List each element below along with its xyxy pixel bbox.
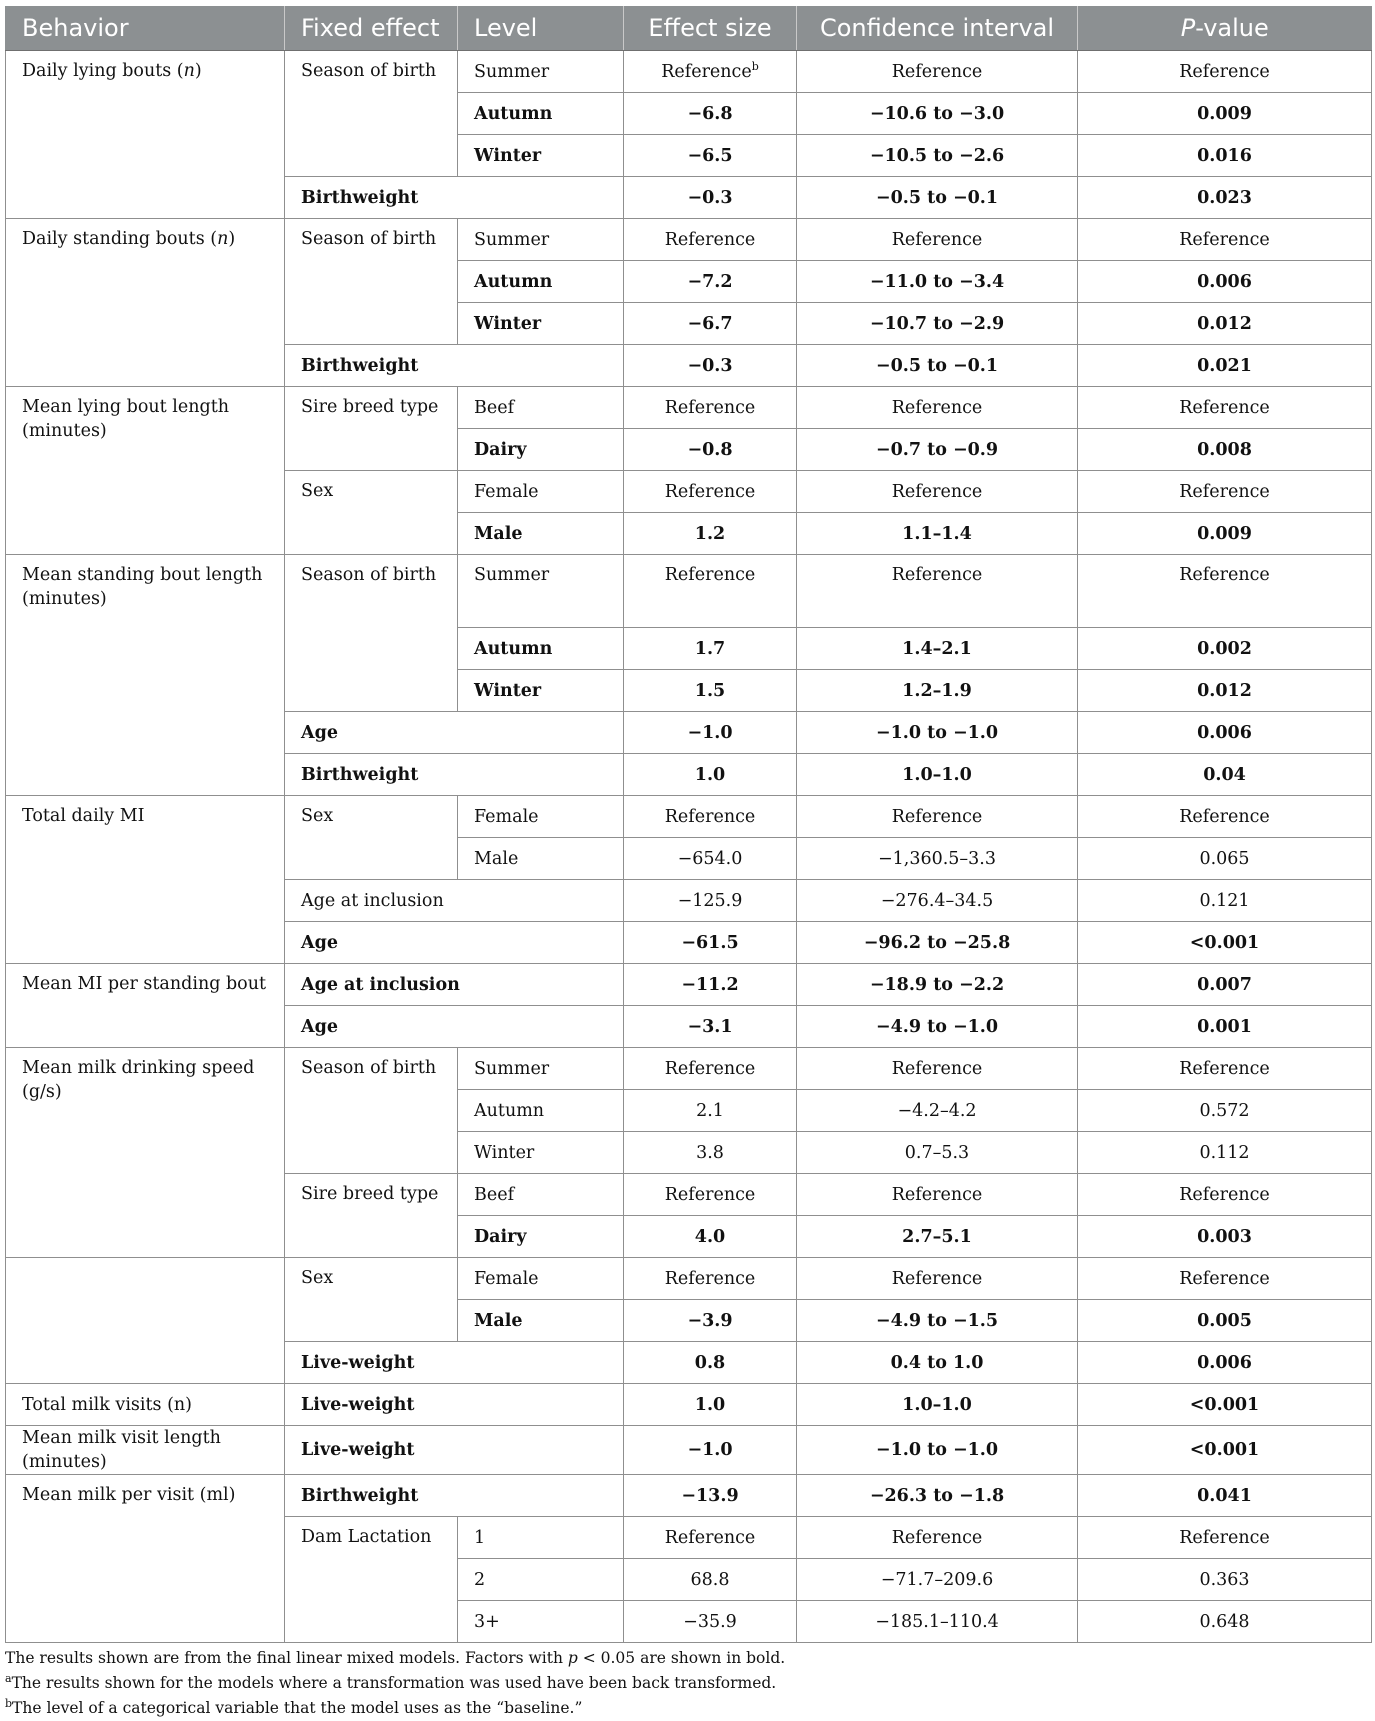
table-row [6,1048,1372,1090]
p-value-cell: 0.021 [1078,345,1372,387]
ci-cell: −0.7 to −0.9 [797,429,1078,471]
level-cell: Autumn [458,261,624,303]
ci-cell: −0.5 to −0.1 [797,345,1078,387]
table-row [6,964,1372,1006]
table-row [6,51,1372,93]
effect-size-cell: Reference [624,1048,797,1090]
table-row [6,219,1372,261]
results-table-container [5,6,1371,1721]
p-value-cell: 0.041 [1078,1475,1372,1517]
level-cell: Male [458,513,624,555]
p-value-cell: Reference [1078,1517,1372,1559]
ci-cell: Reference [797,1048,1078,1090]
level-cell: Female [458,1258,624,1300]
level-cell: Winter [458,303,624,345]
results-table [5,6,1372,1643]
ci-cell: −185.1–110.4 [797,1601,1078,1643]
header-level: Level [458,6,624,51]
ci-cell: 1.0–1.0 [797,754,1078,796]
effect-size-cell: −1.0 [624,1426,797,1475]
level-cell: Winter [458,1132,624,1174]
fixed-effect-cell: Age [285,922,624,964]
ci-cell: −1.0 to −1.0 [797,1426,1078,1475]
level-cell: Autumn [458,1090,624,1132]
ci-cell: 0.4 to 1.0 [797,1342,1078,1384]
effect-size-cell: −1.0 [624,712,797,754]
p-value-cell: Reference [1078,387,1372,429]
level-cell: Autumn [458,93,624,135]
p-value-cell: 0.04 [1078,754,1372,796]
ci-cell: Reference [797,1258,1078,1300]
table-row [6,1475,1372,1517]
level-cell: 2 [458,1559,624,1601]
level-cell: Dairy [458,1216,624,1258]
level-cell: Summer [458,219,624,261]
p-value-cell: Reference [1078,51,1372,93]
fixed-effect-cell: Season of birth [285,51,458,177]
p-value-cell: Reference [1078,219,1372,261]
fixed-effect-cell: Live-weight [285,1426,624,1475]
effect-size-cell: 4.0 [624,1216,797,1258]
level-cell: Autumn [458,628,624,670]
effect-size-cell: −0.3 [624,177,797,219]
fixed-effect-cell: Sire breed type [285,1174,458,1258]
table-row [6,1426,1372,1475]
ci-cell: −4.9 to −1.0 [797,1006,1078,1048]
effect-size-cell: 1.0 [624,1384,797,1426]
ci-cell: −11.0 to −3.4 [797,261,1078,303]
p-value-cell: Reference [1078,555,1372,628]
effect-size-cell: 1.7 [624,628,797,670]
ci-cell: −26.3 to −1.8 [797,1475,1078,1517]
header-row [6,6,1372,51]
ci-cell: 1.4–2.1 [797,628,1078,670]
header-confidence-interval: Confidence interval [797,6,1078,51]
fixed-effect-cell: Age at inclusion [285,880,624,922]
footnote-a: $^a$The results shown for the models where a transformation was used have been back transformed. [5,1671,777,1692]
effect-size-cell: 1.2 [624,513,797,555]
ci-cell: 1.0–1.0 [797,1384,1078,1426]
fixed-effect-cell: Age [285,712,624,754]
ci-cell: −10.5 to −2.6 [797,135,1078,177]
effect-size-cell: 3.8 [624,1132,797,1174]
fixed-effect-cell: Birthweight [285,345,624,387]
table-row [6,1258,1372,1300]
fixed-effect-cell: Birthweight [285,1475,624,1517]
level-cell: Summer [458,51,624,93]
effect-size-cell: Reference [624,387,797,429]
effect-size-cell: Reference [624,1174,797,1216]
effect-size-cell: Reference [624,219,797,261]
effect-size-cell: −654.0 [624,838,797,880]
p-value-cell: 0.121 [1078,880,1372,922]
fixed-effect-cell: Season of birth [285,219,458,345]
effect-size-cell: Reference [624,1258,797,1300]
effect-size-cell: −0.8 [624,429,797,471]
header-effect-size: Effect size [624,6,797,51]
fixed-effect-cell: Birthweight [285,754,624,796]
ci-cell: −10.7 to −2.9 [797,303,1078,345]
level-cell: Male [458,1300,624,1342]
level-cell: Beef [458,387,624,429]
effect-size-cell: 68.8 [624,1559,797,1601]
behavior-cell: Mean milk per visit (ml) [6,1475,285,1643]
p-value-cell: 0.002 [1078,628,1372,670]
p-value-cell: 0.003 [1078,1216,1372,1258]
ci-cell: Reference [797,555,1078,628]
p-value-cell: <0.001 [1078,922,1372,964]
effect-size-cell: −125.9 [624,880,797,922]
p-value-cell: Reference [1078,1048,1372,1090]
ci-cell: −0.5 to −0.1 [797,177,1078,219]
behavior-cell: Total daily MI [6,796,285,964]
fixed-effect-cell: Live-weight [285,1384,624,1426]
header-fixed-effect: Fixed effect [285,6,458,51]
ci-cell: Reference [797,1517,1078,1559]
footnote-b: $^b$The level of a categorical variable that the model uses as the “baseline.” [5,1696,583,1717]
ci-cell: −1,360.5–3.3 [797,838,1078,880]
p-value-cell: 0.001 [1078,1006,1372,1048]
level-cell: Summer [458,555,624,628]
behavior-cell: Daily lying bouts (n) [6,51,285,219]
behavior-cell-empty [6,1258,285,1384]
ci-cell: 0.7–5.3 [797,1132,1078,1174]
behavior-cell: Mean milk visit length (minutes) [6,1426,285,1475]
fixed-effect-cell: Season of birth [285,555,458,712]
effect-size-cell: −6.5 [624,135,797,177]
ci-cell: Reference [797,51,1078,93]
fixed-effect-cell: Age [285,1006,624,1048]
effect-size-cell: 1.0 [624,754,797,796]
fixed-effect-cell: Season of birth [285,1048,458,1174]
p-value-cell: <0.001 [1078,1384,1372,1426]
behavior-cell: Total milk visits (n) [6,1384,285,1426]
effect-size-cell: Reference$^b$ [624,51,797,93]
effect-size-cell: −7.2 [624,261,797,303]
level-cell: Dairy [458,429,624,471]
level-cell: Beef [458,1174,624,1216]
effect-size-cell: −13.9 [624,1475,797,1517]
ci-cell: 2.7–5.1 [797,1216,1078,1258]
ci-cell: Reference [797,471,1078,513]
fixed-effect-cell: Sex [285,471,458,555]
effect-size-cell: −3.9 [624,1300,797,1342]
ci-cell: −4.9 to −1.5 [797,1300,1078,1342]
level-cell: 3+ [458,1601,624,1643]
effect-size-cell: −35.9 [624,1601,797,1643]
effect-size-cell: 2.1 [624,1090,797,1132]
behavior-cell: Mean milk drinking speed (g/s) [6,1048,285,1258]
p-value-cell: Reference [1078,1174,1372,1216]
p-value-cell: 0.005 [1078,1300,1372,1342]
p-value-cell: 0.023 [1078,177,1372,219]
effect-size-cell: −3.1 [624,1006,797,1048]
table-row [6,387,1372,429]
table-footnotes [5,1646,1371,1721]
p-value-cell: 0.572 [1078,1090,1372,1132]
behavior-cell: Daily standing bouts (n) [6,219,285,387]
effect-size-cell: −61.5 [624,922,797,964]
level-cell: Winter [458,670,624,712]
p-value-cell: 0.363 [1078,1559,1372,1601]
p-value-cell: 0.006 [1078,712,1372,754]
p-value-cell: 0.009 [1078,93,1372,135]
fixed-effect-cell: Sex [285,1258,458,1342]
effect-size-cell: Reference [624,555,797,628]
table-row [6,1384,1372,1426]
p-value-cell: Reference [1078,796,1372,838]
p-value-cell: <0.001 [1078,1426,1372,1475]
p-value-cell: 0.016 [1078,135,1372,177]
p-value-cell: 0.112 [1078,1132,1372,1174]
ci-cell: Reference [797,1174,1078,1216]
p-value-cell: 0.006 [1078,1342,1372,1384]
fixed-effect-cell: Live-weight [285,1342,624,1384]
ci-cell: Reference [797,796,1078,838]
level-cell: 1 [458,1517,624,1559]
p-value-cell: 0.012 [1078,670,1372,712]
effect-size-cell: −11.2 [624,964,797,1006]
fixed-effect-cell: Birthweight [285,177,624,219]
ci-cell: −18.9 to −2.2 [797,964,1078,1006]
ci-cell: −276.4–34.5 [797,880,1078,922]
level-cell: Female [458,796,624,838]
table-row [6,555,1372,628]
effect-size-cell: Reference [624,471,797,513]
fixed-effect-cell: Sire breed type [285,387,458,471]
level-cell: Female [458,471,624,513]
effect-size-cell: −6.8 [624,93,797,135]
effect-size-cell: Reference [624,796,797,838]
level-cell: Summer [458,1048,624,1090]
behavior-cell: Mean MI per standing bout [6,964,285,1048]
ci-cell: −1.0 to −1.0 [797,712,1078,754]
behavior-cell: Mean lying bout length (minutes) [6,387,285,555]
ci-cell: Reference [797,219,1078,261]
ci-cell: Reference [797,387,1078,429]
ci-cell: 1.2–1.9 [797,670,1078,712]
effect-size-cell: 0.8 [624,1342,797,1384]
fixed-effect-cell: Sex [285,796,458,880]
behavior-cell: Mean standing bout length (minutes) [6,555,285,796]
ci-cell: −96.2 to −25.8 [797,922,1078,964]
ci-cell: −71.7–209.6 [797,1559,1078,1601]
p-value-cell: 0.009 [1078,513,1372,555]
footnote-general: The results shown are from the final linear mixed models. Factors with p < 0.05 are shown in bold. [5,1649,786,1667]
ci-cell: −4.2–4.2 [797,1090,1078,1132]
p-value-cell: Reference [1078,1258,1372,1300]
effect-size-cell: 1.5 [624,670,797,712]
ci-cell: −10.6 to −3.0 [797,93,1078,135]
fixed-effect-cell: Dam Lactation [285,1517,458,1643]
p-value-cell: Reference [1078,471,1372,513]
p-value-cell: 0.006 [1078,261,1372,303]
ci-cell: 1.1–1.4 [797,513,1078,555]
effect-size-cell: −0.3 [624,345,797,387]
header-p-value: P-value [1078,6,1372,51]
effect-size-cell: −6.7 [624,303,797,345]
fixed-effect-cell: Age at inclusion [285,964,624,1006]
p-value-cell: 0.007 [1078,964,1372,1006]
effect-size-cell: Reference [624,1517,797,1559]
p-value-cell: 0.648 [1078,1601,1372,1643]
table-row [6,796,1372,838]
p-value-cell: 0.012 [1078,303,1372,345]
level-cell: Male [458,838,624,880]
level-cell: Winter [458,135,624,177]
header-behavior: Behavior [6,6,285,51]
p-value-cell: 0.065 [1078,838,1372,880]
p-value-cell: 0.008 [1078,429,1372,471]
